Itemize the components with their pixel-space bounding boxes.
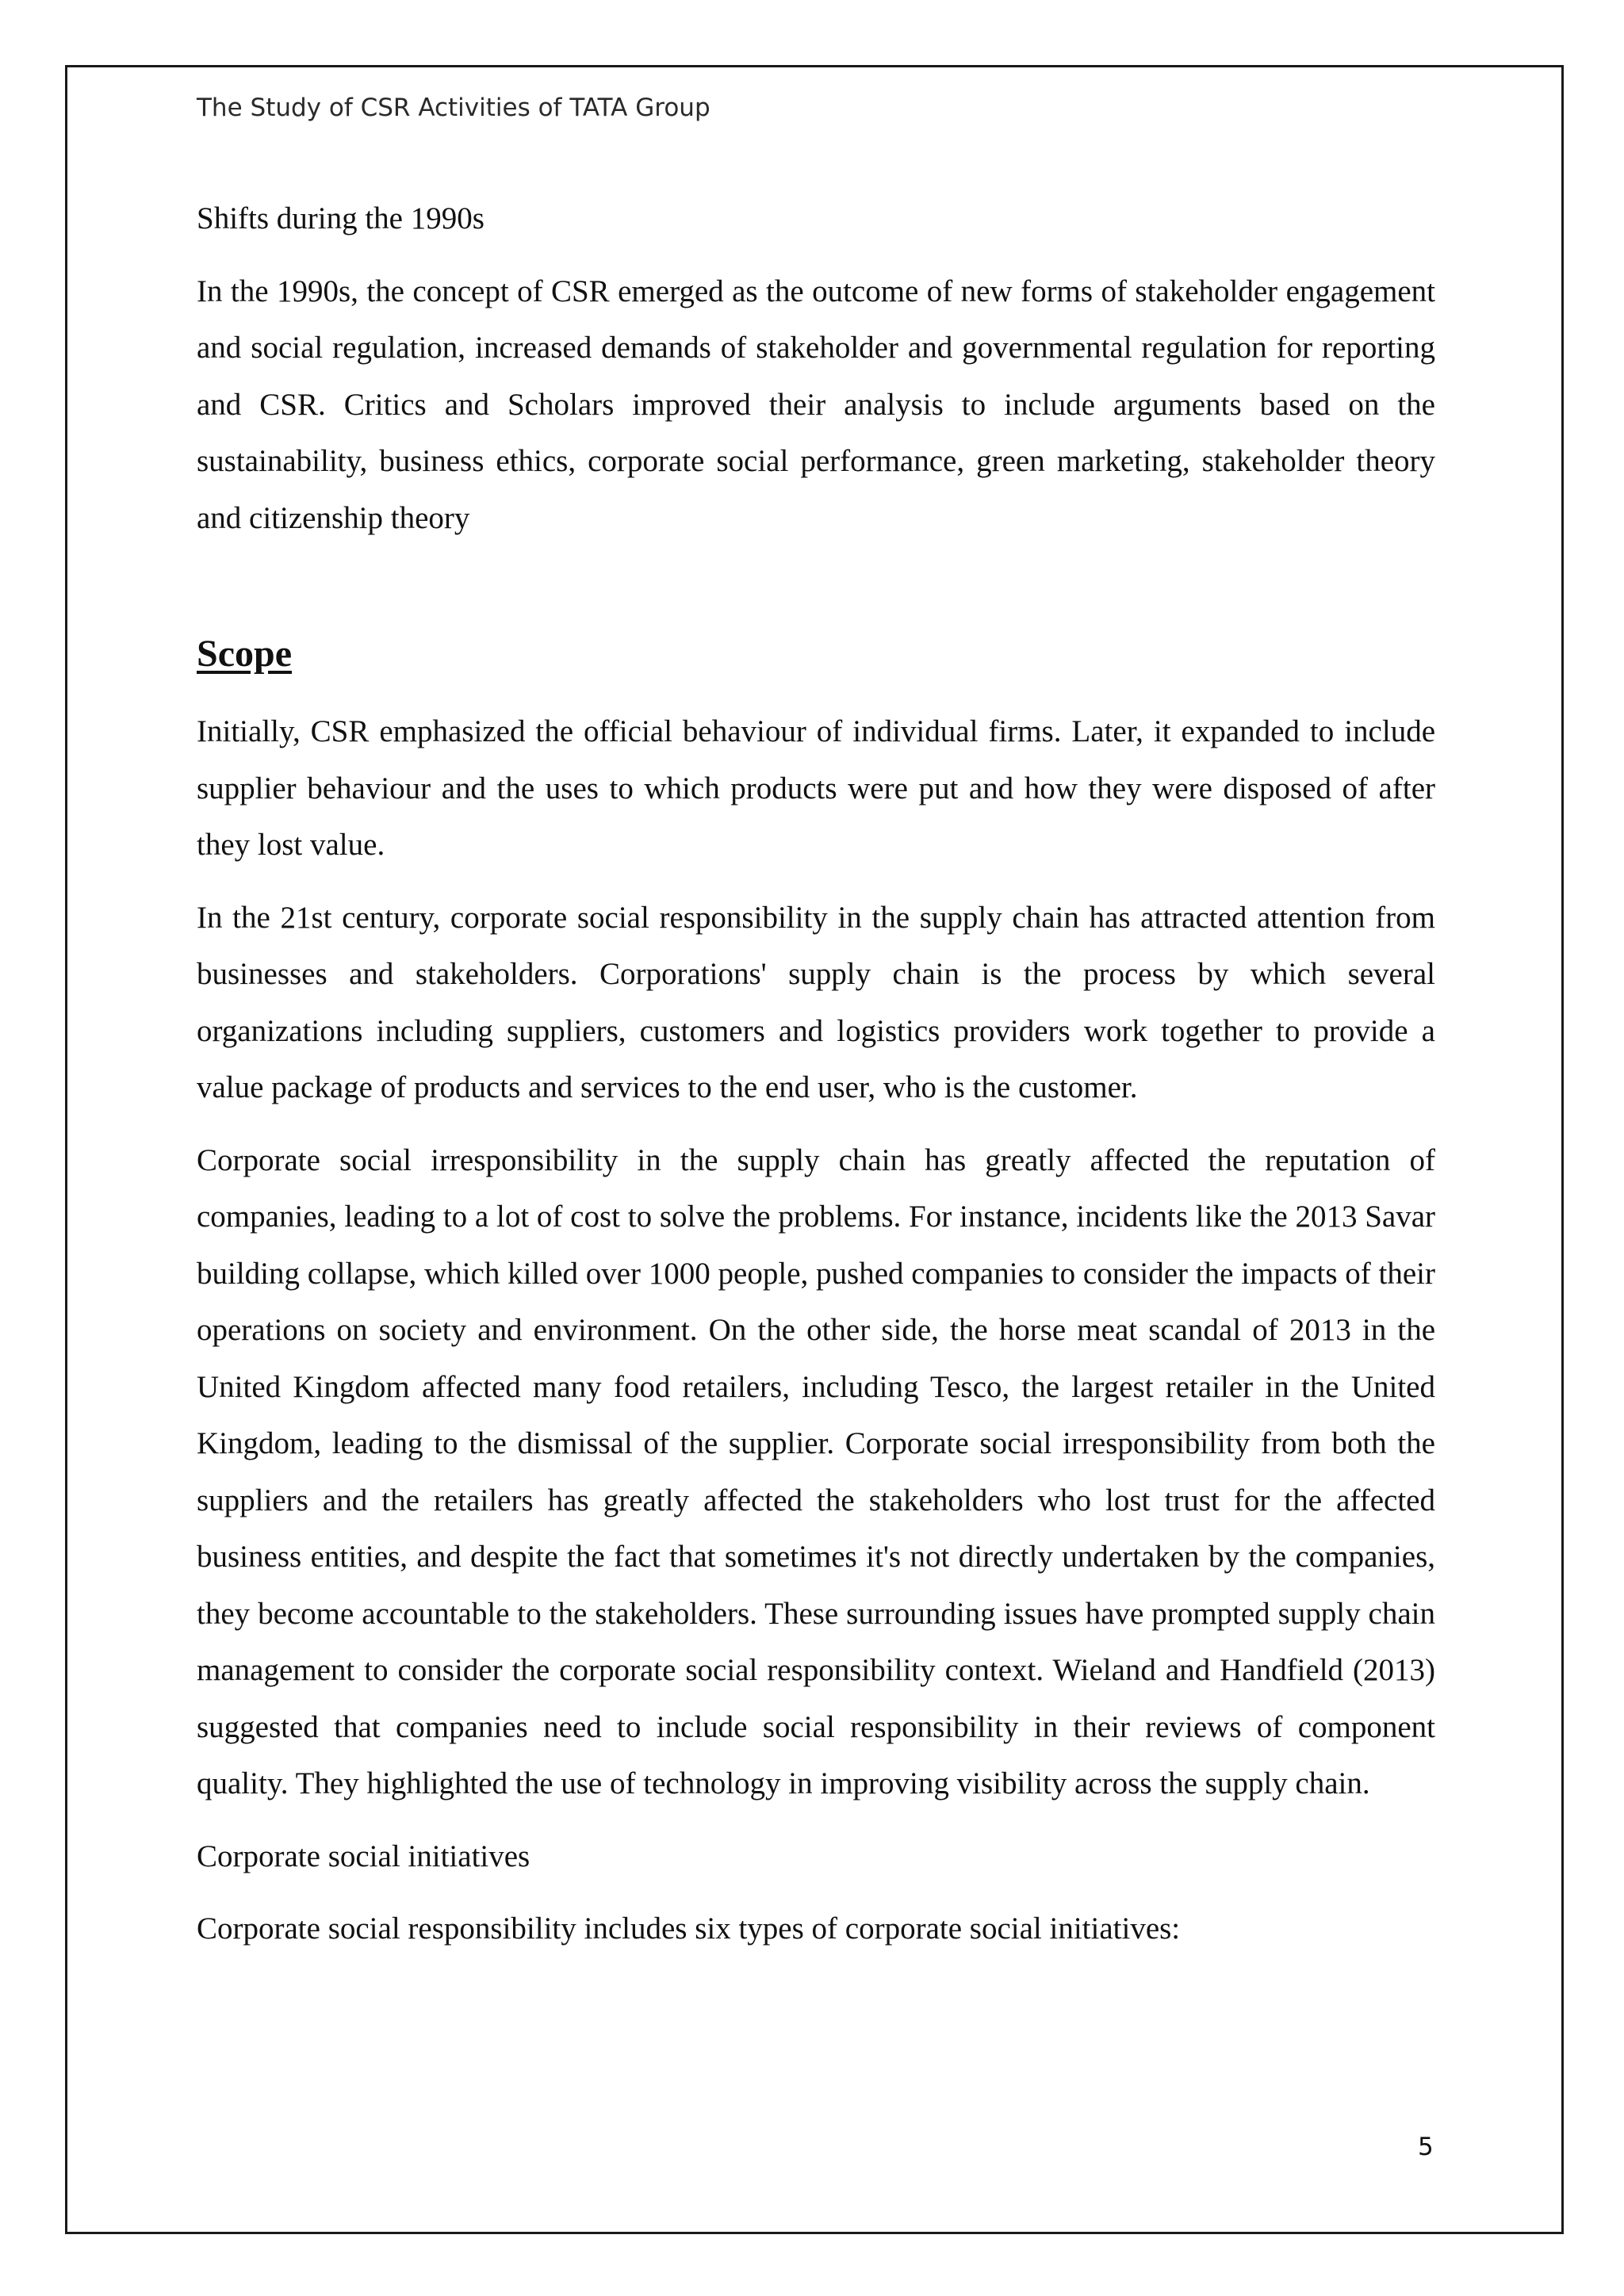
scope-heading: Scope [197,633,292,675]
scope-paragraph-1: Initially, CSR emphasized the official behaviour of individual firms. Later, it expanded to include supplier behaviour and the uses to which products were put and how they were disposed of after they lost value. [197,714,1435,862]
scope-paragraph-3: Corporate social irresponsibility in the supply chain has greatly affected the reputation of companies, leading to a lot of cost to solve the problems. For instance, incidents like the 2013 Savar building collapse, which killed over 1000 people, pushed companies to consider the impacts of their operations on society and environment. On the other side, the horse meat scandal of 2013 in the United Kingdom affected many food retailers, including Tesco, the largest retailer in the United Kingdom, leading to the dismissal of the supplier. Corporate social irresponsibility from both the suppliers and the retailers has greatly affected the stakeholders who lost trust for the affected business entities, and despite the fact that sometimes it's not directly undertaken by the companies, they become accountable to the stakeholders. These surrounding issues have prompted supply chain management to consider the corporate social responsibility context. Wieland and Handfield (2013) suggested that companies need to include social responsibility in their reviews of component quality. They highlighted the use of technology in improving visibility across the supply chain. [197,1142,1435,1800]
running-header: The Study of CSR Activities of TATA Group [197,94,710,122]
subheading-1990s: Shifts during the 1990s [197,201,485,235]
page-number: 5 [1418,2133,1434,2161]
subheading-initiatives: Corporate social initiatives [197,1839,530,1873]
scope-paragraph-2: In the 21st century, corporate social responsibility in the supply chain has attracted attention from businesses and stakeholders. Corporations' supply chain is the process by which several organizations including suppliers, customers and logistics providers work together to provide a value package of products and services to the end user, who is the customer. [197,900,1435,1104]
document-body [197,190,1435,1957]
initiatives-intro: Corporate social responsibility includes six types of corporate social initiatives: [197,1911,1181,1946]
paragraph-1990s: In the 1990s, the concept of CSR emerged as the outcome of new forms of stakeholder engagement and social regulation, increased demands of stakeholder and governmental regulation for reporting and CSR. Critics and Scholars improved their analysis to include arguments based on the sustainability, business ethics, corporate social performance, green marketing, stakeholder theory and citizenship theory [197,274,1435,535]
